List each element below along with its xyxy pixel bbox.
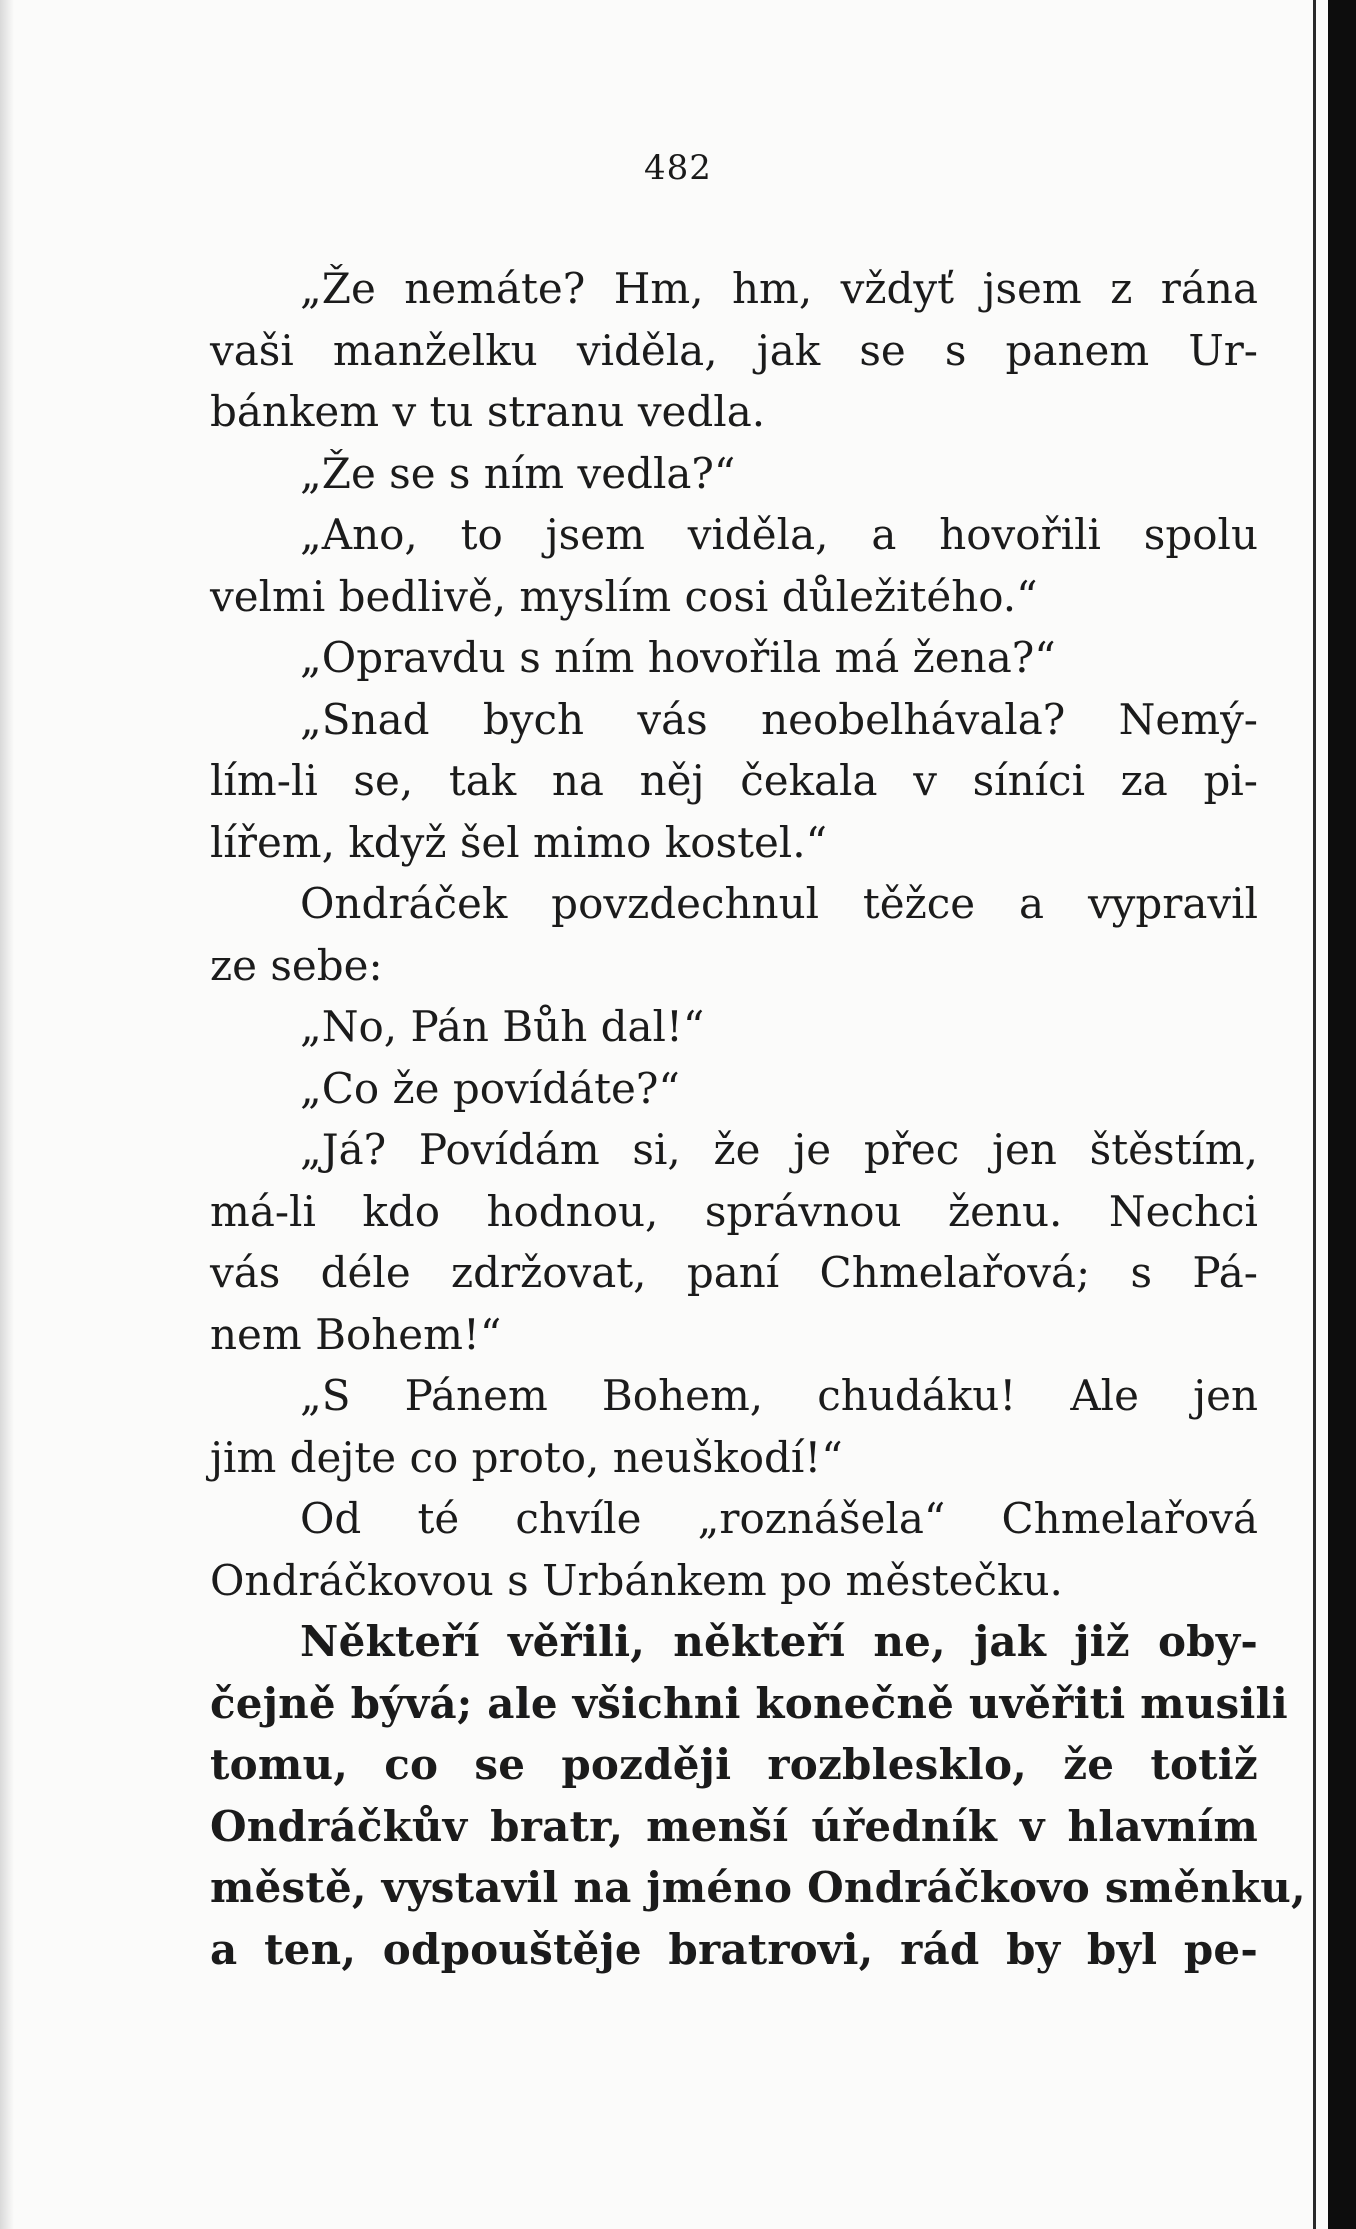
text-line: lířem, když šel mimo kostel.“ — [210, 817, 828, 867]
text-line: městě, vystavil na jméno Ondráčkovo směnku, — [210, 1863, 1306, 1912]
text-line: jim dejte co proto, neuškodí!“ — [210, 1432, 843, 1482]
text-line: „Že se s ním vedla?“ — [300, 448, 736, 498]
text-line: „Já? Povídám si, že je přec jen štěstím, — [300, 1125, 1258, 1174]
text-line: „Co že povídáte?“ — [300, 1063, 680, 1113]
text-line: „Opravdu s ním hovořila má žena?“ — [300, 633, 1056, 682]
scan-right-border-line — [1313, 0, 1316, 2229]
text-line: Ondráčkův bratr, menší úředník v hlavním — [210, 1801, 1258, 1851]
text-line: vás déle zdržovat, paní Chmelařová; s Pá- — [210, 1248, 1258, 1297]
text-line: ze sebe: — [210, 940, 383, 990]
text-line: „S Pánem Bohem, chudáku! Ale jen — [300, 1371, 1258, 1420]
scan-right-edge — [1328, 0, 1356, 2229]
text-line: nem Bohem!“ — [210, 1309, 502, 1359]
text-line: velmi bedlivě, myslím cosi důležitého.“ — [210, 571, 1038, 621]
text-line: lím-li se, tak na něj čekala v síníci za pi- — [210, 756, 1258, 805]
text-line: a ten, odpouštěje bratrovi, rád by byl pe- — [210, 1924, 1258, 1974]
text-line: tomu, co se později rozblesklo, že totiž — [210, 1740, 1258, 1789]
text-line: Někteří věřili, někteří ne, jak již oby- — [300, 1617, 1258, 1666]
page-number: 482 — [644, 148, 712, 188]
text-line: „Snad bych vás neobelhávala? Nemý- — [300, 694, 1258, 744]
text-line: „No, Pán Bůh dal!“ — [300, 1002, 705, 1051]
text-line: má-li kdo hodnou, správnou ženu. Nechci — [210, 1186, 1258, 1236]
text-line: bánkem v tu stranu vedla. — [210, 387, 766, 436]
text-line: „Ano, to jsem viděla, a hovořili spolu — [300, 510, 1258, 559]
text-line: Ondráček povzdechnul těžce a vypravil — [300, 879, 1258, 928]
scan-left-shadow — [0, 0, 14, 2229]
body-text — [210, 258, 1306, 1980]
text-line: vaši manželku viděla, jak se s panem Ur- — [210, 325, 1258, 375]
text-line: Ondráčkovou s Urbánkem po městečku. — [210, 1555, 1063, 1605]
text-line: Od té chvíle „roznášela“ Chmelařová — [300, 1494, 1258, 1543]
text-line: „Že nemáte? Hm, hm, vždyť jsem z rána — [300, 264, 1258, 313]
text-line: čejně bývá; ale všichni konečně uvěřiti musili — [210, 1678, 1288, 1728]
